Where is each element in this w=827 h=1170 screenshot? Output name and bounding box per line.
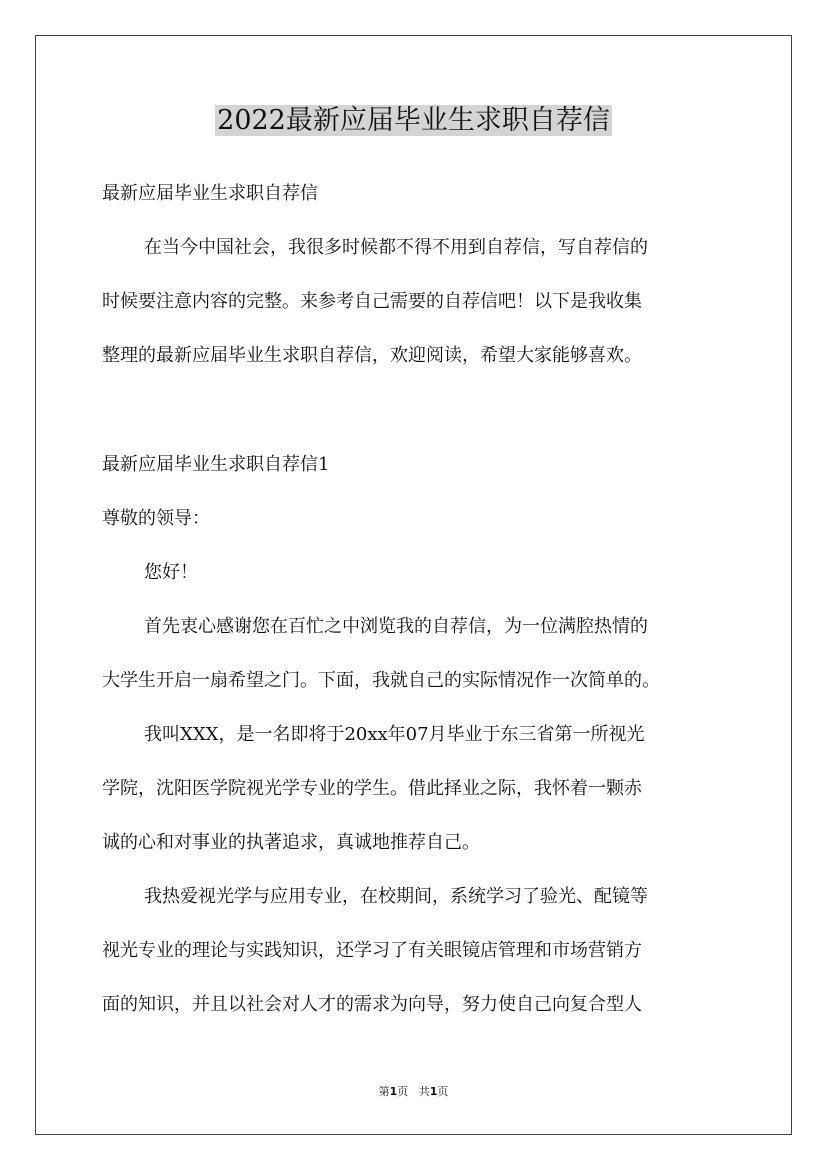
body-line-7: 视光专业的理论与实践知识，还学习了有关眼镜店管理和市场营销方 <box>102 940 642 961</box>
body-line-2: 大学生开启一扇希望之门。下面，我就自己的实际情况作一次简单的。 <box>102 670 660 691</box>
page-number: 1 <box>389 1085 398 1098</box>
total-suffix: 页 <box>437 1085 449 1098</box>
body-line-6: 我热爱视光学与应用专业，在校期间，系统学习了验光、配镜等 <box>144 886 648 907</box>
page-prefix: 第 <box>378 1085 390 1098</box>
body-line-3: 我叫XXX，是一名即将于20xx年07月毕业于东三省第一所视光 <box>144 724 645 745</box>
salutation: 尊敬的领导： <box>102 508 210 529</box>
total-prefix: 共 <box>418 1085 430 1098</box>
body-line-1: 首先衷心感谢您在百忙之中浏览我的自荐信，为一位满腔热情的 <box>144 616 648 637</box>
document-title-text: 2022最新应届毕业生求职自荐信 <box>217 105 610 136</box>
page-footer <box>0 1085 827 1099</box>
intro-line-3: 整理的最新应届毕业生求职自荐信，欢迎阅读，希望大家能够喜欢。 <box>102 345 642 366</box>
subtitle-line: 最新应届毕业生求职自荐信 <box>102 183 318 204</box>
total-number: 1 <box>429 1085 438 1098</box>
greeting: 您好！ <box>144 562 198 583</box>
body-line-5: 诚的心和对事业的执著追求，真诚地推荐自己。 <box>102 832 480 853</box>
body-line-4: 学院，沈阳医学院视光学专业的学生。借此择业之际，我怀着一颗赤 <box>102 778 642 799</box>
document-title <box>0 101 827 141</box>
section-heading: 最新应届毕业生求职自荐信1 <box>102 454 330 475</box>
body-line-8: 面的知识，并且以社会对人才的需求为向导，努力使自己向复合型人 <box>102 994 642 1015</box>
page-suffix: 页 <box>397 1085 409 1098</box>
intro-line-2: 时候要注意内容的完整。来参考自己需要的自荐信吧！以下是我收集 <box>102 291 642 312</box>
intro-line-1: 在当今中国社会，我很多时候都不得不用到自荐信，写自荐信的 <box>144 237 648 258</box>
